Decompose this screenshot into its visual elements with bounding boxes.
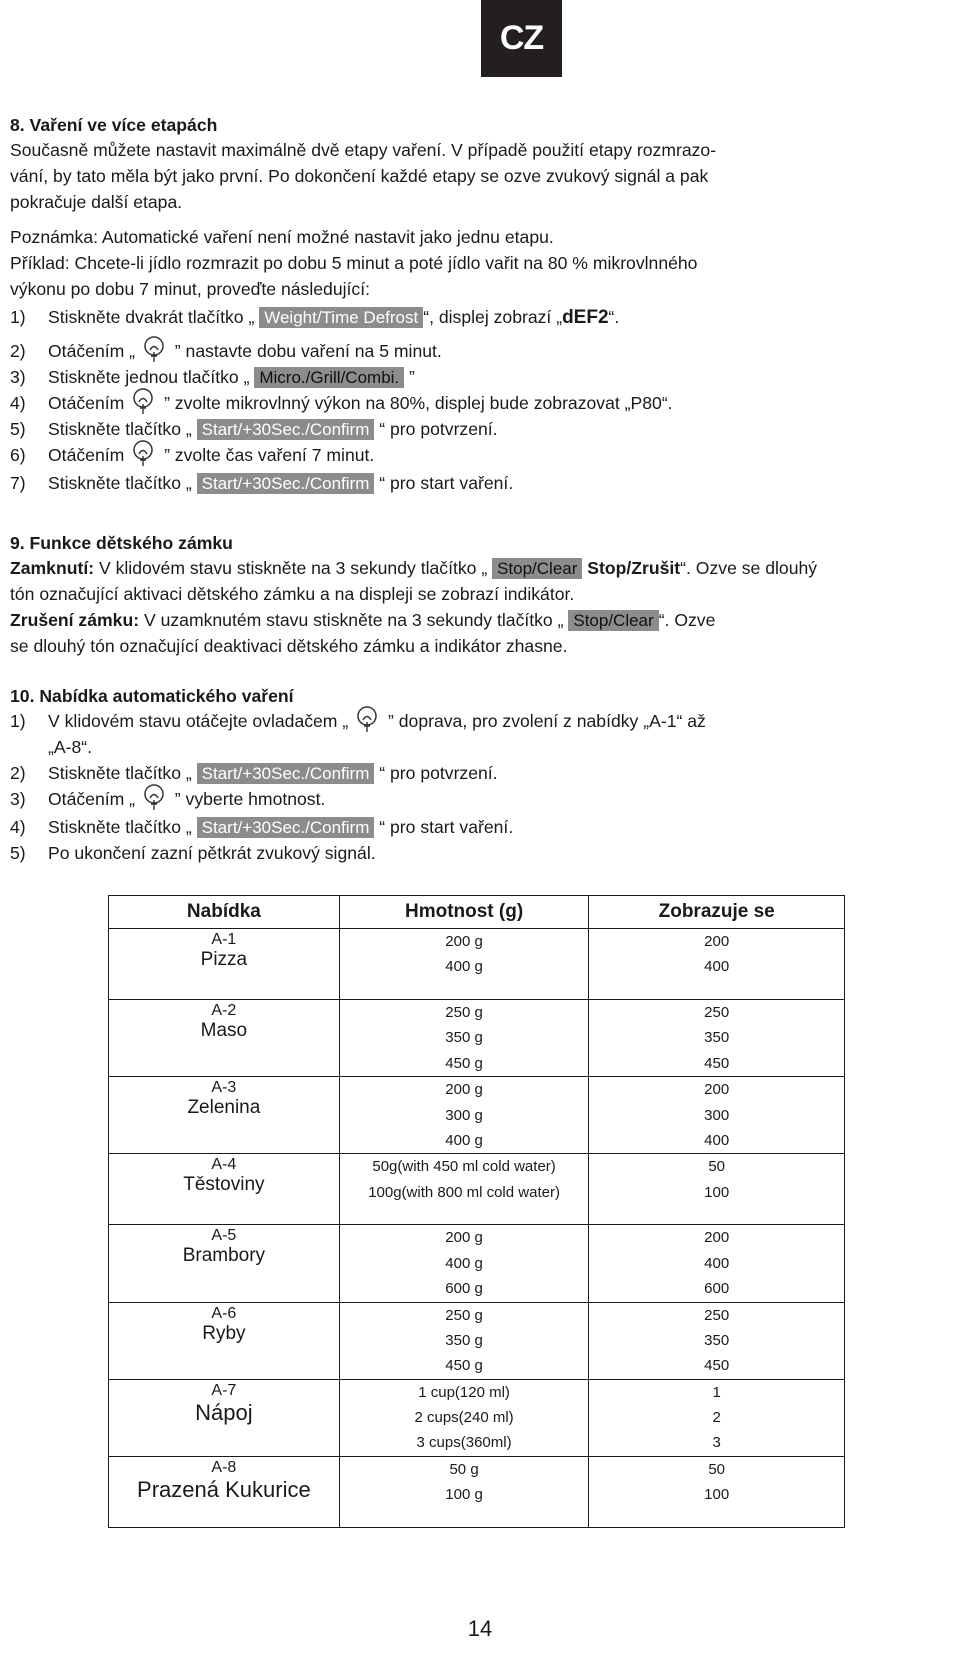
step-5 (10, 416, 498, 442)
step-text: “ pro start vaření. (379, 473, 514, 493)
display-value: 50 (708, 1158, 726, 1176)
table-row (109, 929, 845, 1000)
weight-value: 450 g (445, 1357, 483, 1375)
step-text: „A-8“. (48, 737, 92, 757)
step-text: Otáčením (48, 445, 125, 465)
weight-cell (339, 1302, 589, 1379)
dial-knob-icon (129, 438, 159, 468)
example-line: Příklad: Chcete-li jídlo rozmrazit po dobu 5 minut a poté jídlo vařit na 80 % mikrovlnného (10, 253, 698, 273)
micro-grill-combi-button: Micro./Grill/Combi. (254, 367, 404, 388)
column-header: Zobrazuje se (589, 896, 845, 929)
table-row (109, 1379, 845, 1456)
weight-value: 450 g (445, 1054, 483, 1072)
display-value: 100 (704, 1183, 730, 1201)
page-number: 14 (467, 1616, 493, 1641)
step-text: ” doprava, pro zvolení z nabídky „A-1“ až (388, 711, 706, 731)
weight-value: 600 g (445, 1280, 483, 1298)
program-cell (109, 1000, 340, 1077)
lock-line: tón označující aktivaci dětského zámku a na displeji se zobrazí indikátor. (10, 584, 575, 604)
program-name: Maso (200, 1020, 248, 1041)
program-name: Zelenina (187, 1097, 261, 1119)
step-number: 1) (10, 711, 26, 731)
display-value: 100 (704, 1486, 730, 1504)
program-cell (109, 929, 340, 1000)
table-row (109, 1225, 845, 1302)
dial-knob-icon (140, 782, 170, 812)
section-title: 9. Funkce dětského zámku (10, 533, 233, 553)
step-text: Stiskněte dvakrát tlačítko „ (48, 307, 255, 327)
display-cell (589, 1379, 845, 1456)
display-cell (589, 929, 845, 1000)
weight-value: 50 g (449, 1460, 479, 1478)
section-title: 8. Vaření ve více etapách (10, 115, 218, 135)
step-2 (10, 760, 498, 786)
step-number: 2) (10, 763, 26, 783)
program-code: A-7 (211, 1381, 237, 1399)
display-cell (589, 1154, 845, 1225)
unlock-line: se dlouhý tón označující deaktivaci dětského zámku a indikátor zhasne. (10, 636, 568, 656)
weight-value: 2 cups(240 ml) (414, 1409, 514, 1427)
program-name: Pizza (200, 949, 248, 970)
weight-value: 200 g (445, 1229, 483, 1247)
step-text: ” zvolte mikrovlnný výkon na 80%, displej bude zobrazovat „P80“. (164, 393, 673, 413)
column-header: Hmotnost (g) (339, 896, 589, 929)
section-title: 10. Nabídka automatického vaření (10, 686, 294, 706)
display-value: 400 (704, 958, 730, 976)
display-value: 200 (704, 933, 730, 950)
unlock-label: Zrušení zámku: (10, 610, 140, 630)
lock-line (10, 555, 817, 581)
step-number: 1) (10, 307, 26, 327)
unlock-text: V uzamknutém stavu stiskněte na 3 sekundy tlačítko „ (139, 610, 564, 630)
step-text: Otáčením „ (48, 341, 136, 361)
display-cell (589, 1456, 845, 1527)
weight-value: 100 g (445, 1486, 483, 1504)
step-6 (10, 442, 374, 468)
step-number: 4) (10, 393, 26, 413)
weight-cell (339, 1000, 589, 1077)
dial-knob-icon (353, 704, 383, 734)
weight-value: 200 g (445, 1081, 483, 1099)
program-cell (109, 1225, 340, 1302)
weight-cell (339, 929, 589, 1000)
example-line: výkonu po dobu 7 minut, proveďte následující: (10, 279, 370, 299)
unlock-line (10, 607, 715, 633)
step-4 (10, 390, 673, 416)
display-cell (589, 1077, 845, 1154)
display-cell (589, 1302, 845, 1379)
step-2 (10, 338, 442, 364)
step-number: 3) (10, 789, 26, 809)
step-4 (10, 814, 513, 840)
step-text: “ pro potvrzení. (379, 419, 498, 439)
step-text: Stiskněte jednou tlačítko „ (48, 367, 250, 387)
step-text: “. (608, 307, 620, 327)
paragraph-line: vání, by tato měla být jako první. Po dokončení každé etapy se ozve zvukový signál a pak (10, 166, 709, 186)
step-text: Otáčením „ (48, 789, 136, 809)
program-name: Ryby (202, 1322, 246, 1344)
program-name: Prazená Kukurice (137, 1476, 311, 1502)
step-text: “ pro start vaření. (379, 817, 514, 837)
step-3 (10, 364, 415, 390)
program-code: A-8 (211, 1458, 237, 1476)
display-value: 200 (704, 1229, 730, 1247)
weight-value: 50g(with 450 ml cold water) (372, 1158, 556, 1176)
auto-menu-table (108, 895, 845, 1528)
paragraph-line: Současně můžete nastavit maximálně dvě etapy vaření. V případě použití etapy rozmrazo- (10, 140, 717, 160)
program-code: A-1 (211, 931, 237, 948)
program-cell (109, 1456, 340, 1527)
weight-value: 100g(with 800 ml cold water) (368, 1183, 560, 1201)
program-name: Těstoviny (183, 1174, 265, 1196)
weight-value: 350 g (445, 1331, 483, 1349)
program-code: A-5 (211, 1227, 237, 1245)
table-row (109, 1077, 845, 1154)
step-text: Stiskněte tlačítko „ (48, 763, 192, 783)
weight-value: 400 g (445, 958, 483, 976)
display-value: 250 (704, 1306, 730, 1324)
weight-value: 350 g (445, 1029, 483, 1047)
weight-cell (339, 1456, 589, 1527)
start-confirm-button: Start/+30Sec./Confirm (197, 817, 375, 838)
step-text: “, displej zobrazí „ (423, 307, 563, 327)
dial-knob-icon (140, 334, 170, 364)
start-confirm-button: Start/+30Sec./Confirm (197, 419, 375, 440)
step-text: ” (409, 367, 415, 387)
step-number: 3) (10, 367, 26, 387)
step-5 (10, 840, 376, 866)
step-number: 7) (10, 473, 26, 493)
paragraph-line: pokračuje další etapa. (10, 192, 183, 212)
program-cell (109, 1077, 340, 1154)
step-1-cont (10, 734, 92, 760)
table-row (109, 1000, 845, 1077)
step-number: 5) (10, 843, 26, 863)
step-text: Stiskněte tlačítko „ (48, 419, 192, 439)
stop-cancel-label: Stop/Zrušit (587, 558, 681, 578)
language-badge: CZ (481, 0, 562, 77)
step-1 (10, 304, 619, 331)
step-text: Otáčením (48, 393, 125, 413)
display-value: 50 (708, 1460, 726, 1478)
stop-clear-button: Stop/Clear (568, 610, 658, 631)
dial-knob-icon (129, 386, 159, 416)
weight-value: 3 cups(360ml) (416, 1434, 512, 1452)
weight-value: 250 g (445, 1004, 483, 1021)
step-text: Stiskněte tlačítko „ (48, 817, 192, 837)
unlock-text: “. Ozve (658, 610, 716, 630)
display-value: dEF2 (562, 307, 609, 328)
weight-cell (339, 1077, 589, 1154)
lock-label: Zamknutí: (10, 558, 95, 578)
program-code: A-4 (211, 1156, 237, 1174)
program-name: Brambory (182, 1245, 266, 1267)
step-text: “ pro potvrzení. (379, 763, 498, 783)
table-header-row (109, 896, 845, 929)
display-value: 400 (704, 1254, 730, 1272)
display-value: 600 (704, 1280, 730, 1298)
lock-text: “. Ozve se dlouhý (680, 558, 818, 578)
start-confirm-button: Start/+30Sec./Confirm (197, 473, 375, 494)
step-number: 4) (10, 817, 26, 837)
display-value: 3 (712, 1434, 721, 1452)
display-value: 350 (704, 1331, 730, 1349)
stop-clear-button: Stop/Clear (492, 558, 582, 579)
note-line: Poznámka: Automatické vaření není možné nastavit jako jednu etapu. (10, 227, 554, 247)
step-text: ” nastavte dobu vaření na 5 minut. (174, 341, 442, 361)
step-text: ” vyberte hmotnost. (174, 789, 326, 809)
display-value: 250 (704, 1004, 730, 1021)
step-1 (10, 708, 706, 734)
display-value: 450 (704, 1357, 730, 1375)
weight-cell (339, 1154, 589, 1225)
step-text: Stiskněte tlačítko „ (48, 473, 192, 493)
step-3 (10, 786, 325, 812)
program-name: Nápoj (195, 1399, 253, 1425)
weight-cell (339, 1379, 589, 1456)
weight-value: 400 g (445, 1254, 483, 1272)
step-number: 6) (10, 445, 26, 465)
display-value: 2 (712, 1409, 721, 1427)
program-cell (109, 1302, 340, 1379)
step-text: Po ukončení zazní pětkrát zvukový signál. (48, 843, 376, 863)
step-7 (10, 470, 513, 496)
program-code: A-6 (211, 1304, 237, 1322)
weight-cell (339, 1225, 589, 1302)
table-row (109, 1154, 845, 1225)
lock-text: V klidovém stavu stiskněte na 3 sekundy tlačítko „ (94, 558, 488, 578)
display-value: 200 (704, 1081, 730, 1099)
table-row (109, 1302, 845, 1379)
display-cell (589, 1225, 845, 1302)
weight-value: 200 g (445, 933, 483, 950)
weight-value: 400 g (445, 1131, 483, 1149)
display-value: 1 (712, 1383, 721, 1401)
column-header: Nabídka (109, 896, 340, 929)
program-cell (109, 1379, 340, 1456)
step-number: 2) (10, 341, 26, 361)
program-code: A-2 (211, 1002, 237, 1019)
step-number: 5) (10, 419, 26, 439)
weight-value: 300 g (445, 1106, 483, 1124)
weight-value: 1 cup(120 ml) (418, 1383, 510, 1401)
program-cell (109, 1154, 340, 1225)
display-value: 400 (704, 1131, 730, 1149)
table-row (109, 1456, 845, 1527)
program-code: A-3 (211, 1079, 237, 1097)
display-value: 350 (704, 1029, 730, 1047)
display-value: 450 (704, 1054, 730, 1072)
weight-time-defrost-button: Weight/Time Defrost (259, 307, 423, 328)
weight-value: 250 g (445, 1306, 483, 1324)
display-value: 300 (704, 1106, 730, 1124)
step-text: ” zvolte čas vaření 7 minut. (164, 445, 375, 465)
start-confirm-button: Start/+30Sec./Confirm (197, 763, 375, 784)
display-cell (589, 1000, 845, 1077)
step-text: V klidovém stavu otáčejte ovladačem „ (48, 711, 349, 731)
